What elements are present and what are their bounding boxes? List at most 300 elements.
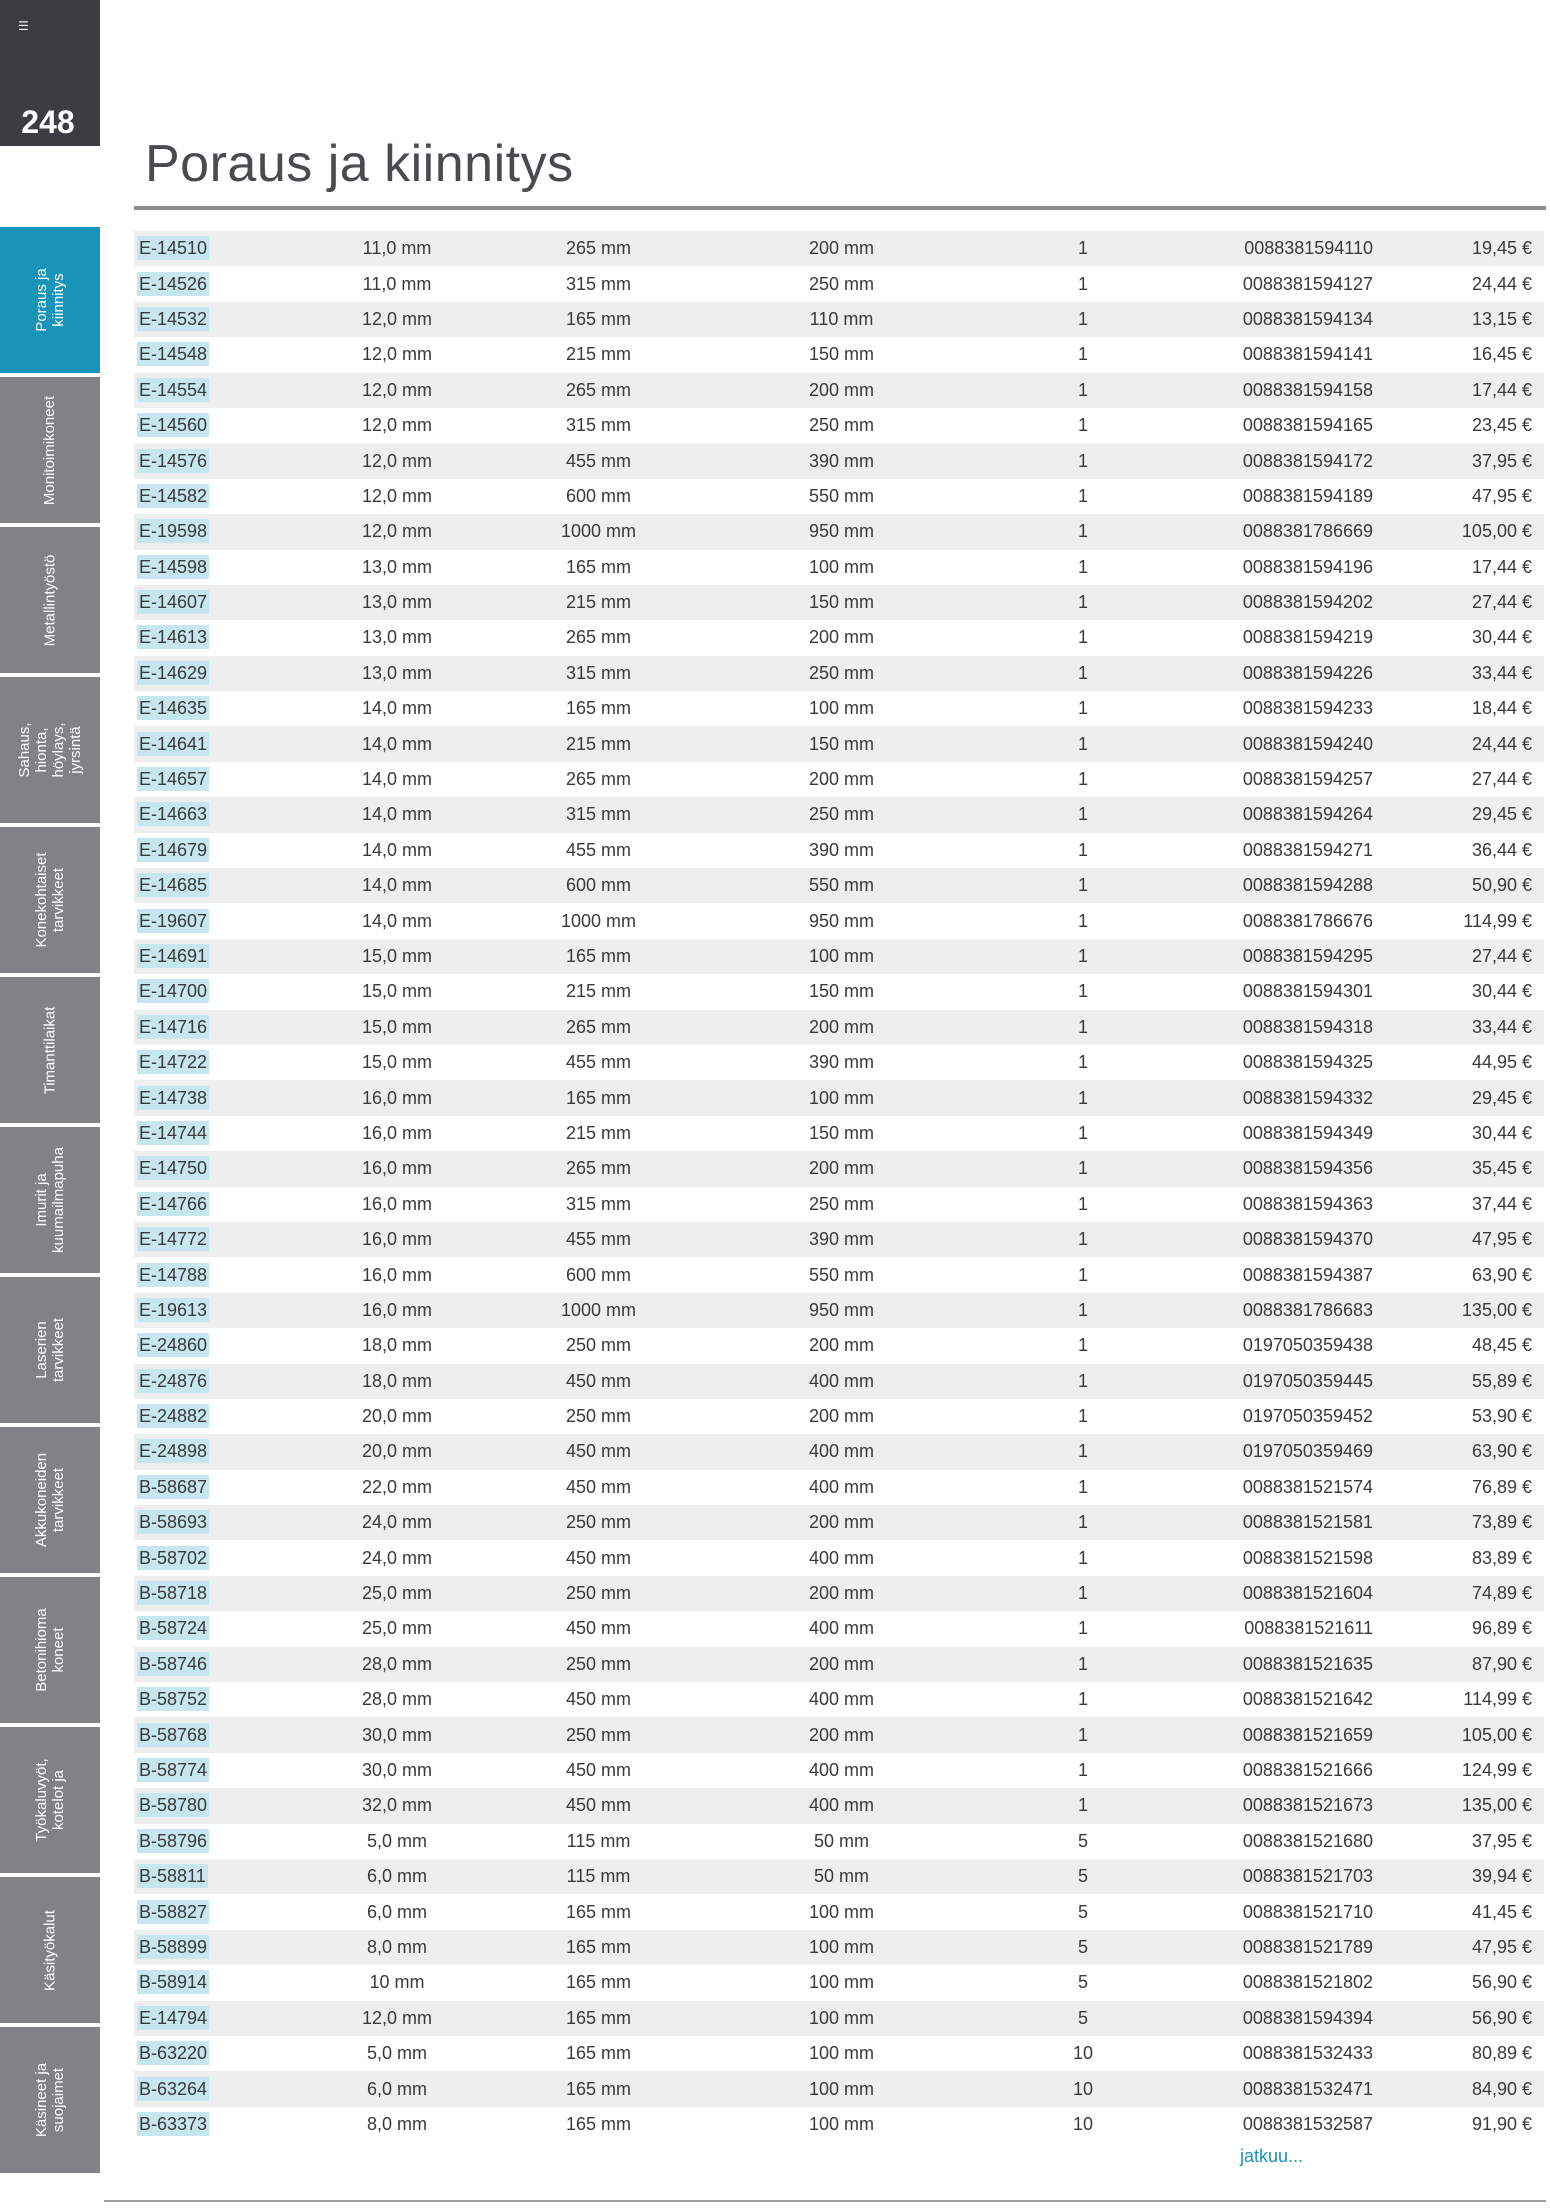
pack-quantity: 1 bbox=[963, 903, 1203, 938]
price: 56,90 € bbox=[1373, 1965, 1544, 2000]
sidebar-item[interactable] bbox=[0, 1877, 100, 2023]
total-length: 165 mm bbox=[477, 2036, 720, 2071]
diameter: 20,0 mm bbox=[217, 1434, 477, 1469]
product-code: B-58811 bbox=[139, 1866, 206, 1887]
diameter: 12,0 mm bbox=[217, 408, 477, 443]
pack-quantity: 1 bbox=[963, 1080, 1203, 1115]
pack-quantity: 1 bbox=[963, 1222, 1203, 1257]
pack-quantity: 1 bbox=[963, 1682, 1203, 1717]
sidebar-item[interactable] bbox=[0, 227, 100, 373]
total-length: 165 mm bbox=[477, 939, 720, 974]
product-code-cell bbox=[134, 1116, 217, 1151]
table-row bbox=[134, 797, 1544, 832]
table-row bbox=[134, 726, 1544, 761]
product-code: E-19613 bbox=[139, 1299, 208, 1320]
diameter: 5,0 mm bbox=[217, 1824, 477, 1859]
diameter: 13,0 mm bbox=[217, 585, 477, 620]
ean-code: 0088381594202 bbox=[1203, 585, 1373, 620]
price: 39,94 € bbox=[1373, 1859, 1544, 1894]
total-length: 600 mm bbox=[477, 868, 720, 903]
total-length: 1000 mm bbox=[477, 903, 720, 938]
working-length: 150 mm bbox=[720, 337, 963, 372]
product-code-cell bbox=[134, 762, 217, 797]
product-code-cell bbox=[134, 1930, 217, 1965]
pack-quantity: 1 bbox=[963, 1611, 1203, 1646]
price: 30,44 € bbox=[1373, 974, 1544, 1009]
ean-code: 0088381594226 bbox=[1203, 656, 1373, 691]
section-sidebar bbox=[0, 227, 100, 2177]
ean-code: 0088381594301 bbox=[1203, 974, 1373, 1009]
ean-code: 0088381594134 bbox=[1203, 302, 1373, 337]
total-length: 265 mm bbox=[477, 373, 720, 408]
working-length: 100 mm bbox=[720, 1080, 963, 1115]
table-row bbox=[134, 1010, 1544, 1045]
diameter: 24,0 mm bbox=[217, 1505, 477, 1540]
price: 56,90 € bbox=[1373, 2001, 1544, 2036]
ean-code: 0088381521710 bbox=[1203, 1894, 1373, 1929]
diameter: 18,0 mm bbox=[217, 1364, 477, 1399]
product-code: B-63220 bbox=[139, 2043, 208, 2064]
pack-quantity: 1 bbox=[963, 797, 1203, 832]
pack-quantity: 1 bbox=[963, 691, 1203, 726]
product-code: E-14613 bbox=[139, 627, 208, 648]
product-code-cell bbox=[134, 443, 217, 478]
diameter: 16,0 mm bbox=[217, 1080, 477, 1115]
diameter: 24,0 mm bbox=[217, 1540, 477, 1575]
sidebar-item-label: Poraus ja kiinnitys bbox=[33, 268, 67, 332]
product-code: E-24898 bbox=[139, 1441, 208, 1462]
product-code-cell bbox=[134, 1505, 217, 1540]
ean-code: 0088381594332 bbox=[1203, 1080, 1373, 1115]
pack-quantity: 5 bbox=[963, 1894, 1203, 1929]
product-code-cell bbox=[134, 373, 217, 408]
product-code-cell bbox=[134, 1894, 217, 1929]
product-code: E-14750 bbox=[139, 1158, 208, 1179]
working-length: 100 mm bbox=[720, 2071, 963, 2106]
product-code-cell bbox=[134, 939, 217, 974]
price: 29,45 € bbox=[1373, 797, 1544, 832]
table-row bbox=[134, 1540, 1544, 1575]
price: 47,95 € bbox=[1373, 1930, 1544, 1965]
pack-quantity: 1 bbox=[963, 1116, 1203, 1151]
table-row bbox=[134, 1965, 1544, 2000]
price: 33,44 € bbox=[1373, 656, 1544, 691]
price: 37,95 € bbox=[1373, 1824, 1544, 1859]
pack-quantity: 1 bbox=[963, 762, 1203, 797]
working-length: 200 mm bbox=[720, 1399, 963, 1434]
sidebar-item[interactable] bbox=[0, 977, 100, 1123]
working-length: 100 mm bbox=[720, 691, 963, 726]
product-code-cell bbox=[134, 302, 217, 337]
working-length: 550 mm bbox=[720, 1257, 963, 1292]
sidebar-item[interactable] bbox=[0, 1127, 100, 1273]
pack-quantity: 1 bbox=[963, 266, 1203, 301]
diameter: 25,0 mm bbox=[217, 1611, 477, 1646]
working-length: 150 mm bbox=[720, 974, 963, 1009]
working-length: 200 mm bbox=[720, 1328, 963, 1363]
pack-quantity: 1 bbox=[963, 1470, 1203, 1505]
sidebar-item-label: Timanttilaikat bbox=[41, 1006, 59, 1094]
table-row bbox=[134, 1647, 1544, 1682]
total-length: 165 mm bbox=[477, 302, 720, 337]
product-code: E-14722 bbox=[139, 1052, 208, 1073]
product-code: B-63373 bbox=[139, 2113, 208, 2134]
product-code: B-58768 bbox=[139, 1724, 208, 1745]
total-length: 450 mm bbox=[477, 1434, 720, 1469]
table-row bbox=[134, 1576, 1544, 1611]
table-row bbox=[134, 1717, 1544, 1752]
ean-code: 0088381521666 bbox=[1203, 1753, 1373, 1788]
working-length: 200 mm bbox=[720, 1717, 963, 1752]
total-length: 165 mm bbox=[477, 1894, 720, 1929]
product-code-cell bbox=[134, 868, 217, 903]
working-length: 150 mm bbox=[720, 585, 963, 620]
pack-quantity: 1 bbox=[963, 550, 1203, 585]
diameter: 28,0 mm bbox=[217, 1647, 477, 1682]
sidebar-item[interactable] bbox=[0, 1577, 100, 1723]
price: 76,89 € bbox=[1373, 1470, 1544, 1505]
pack-quantity: 1 bbox=[963, 868, 1203, 903]
price: 44,95 € bbox=[1373, 1045, 1544, 1080]
working-length: 390 mm bbox=[720, 1045, 963, 1080]
price: 24,44 € bbox=[1373, 726, 1544, 761]
diameter: 22,0 mm bbox=[217, 1470, 477, 1505]
product-code-cell bbox=[134, 2036, 217, 2071]
diameter: 15,0 mm bbox=[217, 939, 477, 974]
sidebar-item[interactable] bbox=[0, 1727, 100, 1873]
diameter: 11,0 mm bbox=[217, 231, 477, 266]
product-code-cell bbox=[134, 2107, 217, 2142]
product-table bbox=[134, 231, 1544, 2142]
pack-quantity: 1 bbox=[963, 1647, 1203, 1682]
price: 33,44 € bbox=[1373, 1010, 1544, 1045]
price: 73,89 € bbox=[1373, 1505, 1544, 1540]
working-length: 550 mm bbox=[720, 868, 963, 903]
total-length: 250 mm bbox=[477, 1505, 720, 1540]
product-code: B-58899 bbox=[139, 1936, 208, 1957]
product-code-cell bbox=[134, 620, 217, 655]
product-code: E-14560 bbox=[139, 415, 208, 436]
pack-quantity: 1 bbox=[963, 1010, 1203, 1045]
total-length: 450 mm bbox=[477, 1470, 720, 1505]
product-code: B-58827 bbox=[139, 1901, 208, 1922]
ean-code: 0088381521673 bbox=[1203, 1788, 1373, 1823]
total-length: 165 mm bbox=[477, 1930, 720, 1965]
product-code: B-58693 bbox=[139, 1512, 208, 1533]
ean-code: 0088381532587 bbox=[1203, 2107, 1373, 2142]
price: 18,44 € bbox=[1373, 691, 1544, 726]
pack-quantity: 1 bbox=[963, 302, 1203, 337]
ean-code: 0088381594271 bbox=[1203, 833, 1373, 868]
continued-link[interactable]: jatkuu... bbox=[1240, 2146, 1304, 2166]
total-length: 450 mm bbox=[477, 1753, 720, 1788]
total-length: 250 mm bbox=[477, 1576, 720, 1611]
table-row bbox=[134, 939, 1544, 974]
diameter: 15,0 mm bbox=[217, 1010, 477, 1045]
ean-code: 0197050359438 bbox=[1203, 1328, 1373, 1363]
product-code: B-58746 bbox=[139, 1653, 208, 1674]
ean-code: 0088381594189 bbox=[1203, 479, 1373, 514]
price: 124,99 € bbox=[1373, 1753, 1544, 1788]
working-length: 400 mm bbox=[720, 1364, 963, 1399]
table-row bbox=[134, 1222, 1544, 1257]
pack-quantity: 1 bbox=[963, 1576, 1203, 1611]
price: 30,44 € bbox=[1373, 620, 1544, 655]
page-number: 248 bbox=[21, 104, 75, 140]
sidebar-item-label: Betonihioma koneet bbox=[33, 1608, 67, 1692]
ean-code: 0088381521635 bbox=[1203, 1647, 1373, 1682]
pack-quantity: 1 bbox=[963, 1293, 1203, 1328]
total-length: 450 mm bbox=[477, 1364, 720, 1399]
product-code: B-58724 bbox=[139, 1618, 208, 1639]
total-length: 250 mm bbox=[477, 1717, 720, 1752]
table-row bbox=[134, 337, 1544, 372]
ean-code: 0197050359445 bbox=[1203, 1364, 1373, 1399]
price: 30,44 € bbox=[1373, 1116, 1544, 1151]
pack-quantity: 1 bbox=[963, 1505, 1203, 1540]
total-length: 265 mm bbox=[477, 620, 720, 655]
diameter: 10 mm bbox=[217, 1965, 477, 2000]
product-code-cell bbox=[134, 1399, 217, 1434]
price: 114,99 € bbox=[1373, 1682, 1544, 1717]
sidebar-item[interactable] bbox=[0, 377, 100, 523]
product-code: E-24860 bbox=[139, 1335, 208, 1356]
product-code-cell bbox=[134, 1753, 217, 1788]
ean-code: 0088381594196 bbox=[1203, 550, 1373, 585]
diameter: 12,0 mm bbox=[217, 373, 477, 408]
table-row bbox=[134, 656, 1544, 691]
sidebar-item-label: Sahaus, hionta, höylays, jyrsintä bbox=[16, 722, 84, 778]
table-row bbox=[134, 1045, 1544, 1080]
working-length: 200 mm bbox=[720, 620, 963, 655]
working-length: 400 mm bbox=[720, 1788, 963, 1823]
working-length: 200 mm bbox=[720, 1151, 963, 1186]
ean-code: 0088381594394 bbox=[1203, 2001, 1373, 2036]
total-length: 455 mm bbox=[477, 443, 720, 478]
pack-quantity: 1 bbox=[963, 1434, 1203, 1469]
ean-code: 0088381786669 bbox=[1203, 514, 1373, 549]
working-length: 390 mm bbox=[720, 443, 963, 478]
price: 63,90 € bbox=[1373, 1257, 1544, 1292]
product-code-cell bbox=[134, 1187, 217, 1222]
working-length: 550 mm bbox=[720, 479, 963, 514]
product-code: E-24876 bbox=[139, 1370, 208, 1391]
working-length: 250 mm bbox=[720, 1187, 963, 1222]
table-row bbox=[134, 2001, 1544, 2036]
table-row bbox=[134, 550, 1544, 585]
ean-code: 0088381521789 bbox=[1203, 1930, 1373, 1965]
table-row bbox=[134, 1187, 1544, 1222]
sidebar-item[interactable] bbox=[0, 827, 100, 973]
product-code: E-14788 bbox=[139, 1264, 208, 1285]
working-length: 100 mm bbox=[720, 1965, 963, 2000]
pack-quantity: 1 bbox=[963, 1399, 1203, 1434]
ean-code: 0088381594110 bbox=[1203, 231, 1373, 266]
table-row bbox=[134, 1328, 1544, 1363]
diameter: 14,0 mm bbox=[217, 868, 477, 903]
pack-quantity: 1 bbox=[963, 1257, 1203, 1292]
sidebar-item[interactable] bbox=[0, 527, 100, 673]
ean-code: 0088381521802 bbox=[1203, 1965, 1373, 2000]
working-length: 400 mm bbox=[720, 1753, 963, 1788]
product-code: B-58796 bbox=[139, 1830, 208, 1851]
working-length: 110 mm bbox=[720, 302, 963, 337]
price: 41,45 € bbox=[1373, 1894, 1544, 1929]
ean-code: 0088381594165 bbox=[1203, 408, 1373, 443]
diameter: 11,0 mm bbox=[217, 266, 477, 301]
pack-quantity: 1 bbox=[963, 479, 1203, 514]
pack-quantity: 1 bbox=[963, 408, 1203, 443]
total-length: 165 mm bbox=[477, 2071, 720, 2106]
diameter: 13,0 mm bbox=[217, 620, 477, 655]
diameter: 12,0 mm bbox=[217, 2001, 477, 2036]
table-row bbox=[134, 903, 1544, 938]
total-length: 215 mm bbox=[477, 974, 720, 1009]
table-row bbox=[134, 1293, 1544, 1328]
sidebar-item-label: Metallintyöstö bbox=[41, 554, 59, 646]
menu-icon: ☰ bbox=[18, 19, 29, 33]
pack-quantity: 1 bbox=[963, 1753, 1203, 1788]
ean-code: 0088381594356 bbox=[1203, 1151, 1373, 1186]
price: 87,90 € bbox=[1373, 1647, 1544, 1682]
table-row bbox=[134, 833, 1544, 868]
sidebar-item[interactable] bbox=[0, 1277, 100, 1423]
total-length: 165 mm bbox=[477, 1080, 720, 1115]
ean-code: 0088381594288 bbox=[1203, 868, 1373, 903]
working-length: 100 mm bbox=[720, 550, 963, 585]
price: 47,95 € bbox=[1373, 1222, 1544, 1257]
working-length: 200 mm bbox=[720, 1010, 963, 1045]
product-code-cell bbox=[134, 1859, 217, 1894]
product-code: E-14766 bbox=[139, 1193, 208, 1214]
table-row bbox=[134, 514, 1544, 549]
price: 47,95 € bbox=[1373, 479, 1544, 514]
diameter: 15,0 mm bbox=[217, 974, 477, 1009]
total-length: 165 mm bbox=[477, 691, 720, 726]
product-code-cell bbox=[134, 2001, 217, 2036]
price: 135,00 € bbox=[1373, 1788, 1544, 1823]
product-code: E-14629 bbox=[139, 662, 208, 683]
diameter: 5,0 mm bbox=[217, 2036, 477, 2071]
total-length: 115 mm bbox=[477, 1824, 720, 1859]
total-length: 455 mm bbox=[477, 1222, 720, 1257]
price: 17,44 € bbox=[1373, 550, 1544, 585]
diameter: 12,0 mm bbox=[217, 302, 477, 337]
ean-code: 0197050359452 bbox=[1203, 1399, 1373, 1434]
working-length: 950 mm bbox=[720, 1293, 963, 1328]
product-code: B-58780 bbox=[139, 1795, 208, 1816]
product-code-cell bbox=[134, 479, 217, 514]
price: 36,44 € bbox=[1373, 833, 1544, 868]
pack-quantity: 1 bbox=[963, 656, 1203, 691]
ean-code: 0197050359469 bbox=[1203, 1434, 1373, 1469]
sidebar-item-label: Käsityökalut bbox=[41, 1909, 59, 1991]
pack-quantity: 1 bbox=[963, 231, 1203, 266]
ean-code: 0088381594141 bbox=[1203, 337, 1373, 372]
table-row bbox=[134, 266, 1544, 301]
ean-code: 0088381521581 bbox=[1203, 1505, 1373, 1540]
page-number-tab bbox=[0, 0, 100, 146]
price: 17,44 € bbox=[1373, 373, 1544, 408]
diameter: 13,0 mm bbox=[217, 550, 477, 585]
sidebar-item-label: Käsineet ja suojaimet bbox=[33, 2062, 67, 2138]
product-code-cell bbox=[134, 1045, 217, 1080]
price: 37,44 € bbox=[1373, 1187, 1544, 1222]
pack-quantity: 1 bbox=[963, 373, 1203, 408]
price: 91,90 € bbox=[1373, 2107, 1544, 2142]
working-length: 150 mm bbox=[720, 726, 963, 761]
price: 29,45 € bbox=[1373, 1080, 1544, 1115]
sidebar-item-label: Akkukoneiden tarvikkeet bbox=[33, 1452, 67, 1548]
table-row bbox=[134, 1116, 1544, 1151]
working-length: 100 mm bbox=[720, 2001, 963, 2036]
product-code-cell bbox=[134, 231, 217, 266]
ean-code: 0088381594233 bbox=[1203, 691, 1373, 726]
product-code-cell bbox=[134, 1576, 217, 1611]
working-length: 400 mm bbox=[720, 1434, 963, 1469]
diameter: 14,0 mm bbox=[217, 726, 477, 761]
product-code: E-14744 bbox=[139, 1122, 208, 1143]
total-length: 250 mm bbox=[477, 1399, 720, 1434]
working-length: 200 mm bbox=[720, 1647, 963, 1682]
total-length: 315 mm bbox=[477, 408, 720, 443]
diameter: 14,0 mm bbox=[217, 833, 477, 868]
sidebar-item[interactable] bbox=[0, 2027, 100, 2173]
ean-code: 0088381594240 bbox=[1203, 726, 1373, 761]
table-row bbox=[134, 868, 1544, 903]
table-row bbox=[134, 479, 1544, 514]
table-row bbox=[134, 974, 1544, 1009]
diameter: 16,0 mm bbox=[217, 1222, 477, 1257]
product-code-cell bbox=[134, 550, 217, 585]
table-row bbox=[134, 302, 1544, 337]
sidebar-item[interactable] bbox=[0, 677, 100, 823]
product-code: E-14598 bbox=[139, 556, 208, 577]
title-divider bbox=[134, 206, 1546, 210]
product-code: E-14607 bbox=[139, 592, 208, 613]
total-length: 315 mm bbox=[477, 656, 720, 691]
price: 16,45 € bbox=[1373, 337, 1544, 372]
diameter: 6,0 mm bbox=[217, 1894, 477, 1929]
product-code-cell bbox=[134, 1647, 217, 1682]
pack-quantity: 1 bbox=[963, 620, 1203, 655]
product-code-cell bbox=[134, 1717, 217, 1752]
diameter: 6,0 mm bbox=[217, 1859, 477, 1894]
pack-quantity: 1 bbox=[963, 1328, 1203, 1363]
product-code-cell bbox=[134, 266, 217, 301]
price: 53,90 € bbox=[1373, 1399, 1544, 1434]
pack-quantity: 1 bbox=[963, 1151, 1203, 1186]
ean-code: 0088381786676 bbox=[1203, 903, 1373, 938]
total-length: 600 mm bbox=[477, 1257, 720, 1292]
product-code-cell bbox=[134, 1328, 217, 1363]
product-code-cell bbox=[134, 1080, 217, 1115]
diameter: 16,0 mm bbox=[217, 1151, 477, 1186]
table-row bbox=[134, 373, 1544, 408]
product-code-cell bbox=[134, 514, 217, 549]
product-code: E-19598 bbox=[139, 521, 208, 542]
total-length: 215 mm bbox=[477, 337, 720, 372]
pack-quantity: 1 bbox=[963, 1187, 1203, 1222]
total-length: 315 mm bbox=[477, 797, 720, 832]
product-code-cell bbox=[134, 1010, 217, 1045]
product-code-cell bbox=[134, 1540, 217, 1575]
price: 105,00 € bbox=[1373, 1717, 1544, 1752]
sidebar-item-label: Työkaluvyöt, kotelot ja bbox=[33, 1758, 67, 1842]
sidebar-item[interactable] bbox=[0, 1427, 100, 1573]
total-length: 265 mm bbox=[477, 231, 720, 266]
working-length: 390 mm bbox=[720, 1222, 963, 1257]
